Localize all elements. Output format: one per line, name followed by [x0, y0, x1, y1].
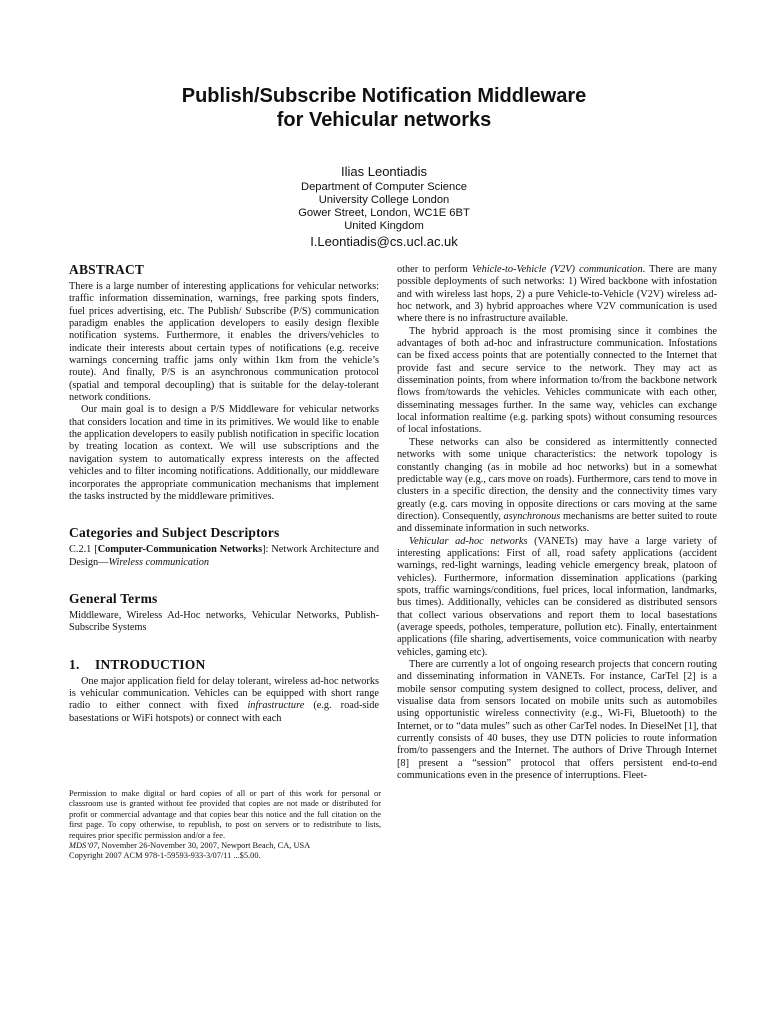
general-terms-text: Middleware, Wireless Ad-Hoc networks, Vehicular Networks, Publish-Subscribe Systems — [69, 609, 379, 634]
permission-notice: Permission to make digital or hard copies of all or part of this work for personal or classroom use is granted without fee provided that copies are not made or distributed for profit or commercial advantage and that copies bear this notice and the full citation on the first page. To copy otherwise, to republish, to post on servers or to redistribute to lists, requires prior specific permission and/or a fee. — [69, 789, 381, 840]
affiliation-university: University College London — [318, 194, 450, 206]
paper-title — [0, 84, 768, 132]
affiliation-department: Department of Computer Science — [300, 181, 468, 193]
affiliation-address: Gower Street, London, WC1E 6BT — [298, 207, 470, 219]
categories-text — [69, 544, 379, 569]
left-column — [69, 262, 379, 725]
right-p4-italic: Vehicular ad-hoc networks — [409, 535, 528, 547]
copyright-footnote — [69, 789, 381, 862]
right-paragraph-2: The hybrid approach is the most promising since it combines the advantages of both ad-hoc and infrastructure communication. Infostations can be fixed access points that are potentially connected to the Internet that provide fast and secure service to the network. They may act as dissemination points, from where information to/from the backbone network flows from/towards the vehicles. Vehicles communicate with each other, disseminating messages further. In the same way, vehicles can exchange local information realtime (e.g. parking spots) without consuming resources of local infostations. — [397, 325, 717, 436]
intro-text-b: (e.g. road-side basestations or WiFi hotspots) or connect with each — [69, 700, 379, 724]
title-line-2: for Vehicular networks — [276, 109, 492, 131]
right-p3-a: These networks can also be considered as intermittently connected networks with some unique characteristics: the network topology is constantly changing (as in mobile ad hoc networks) but in a somewhat predictable way (e.g., cars move on roads). Furthermore, cars tend to move in clusters in a specific direction, the density and the connectivity times vary greatly (e.g. cars moving in opposite directions or cars moving at the same direction). Consequently, — [397, 436, 717, 522]
abstract-paragraph-1: There is a large number of interesting applications for vehicular networks: traffic information dissemination, warnings, free parking spots finders, fuel prices advertising, etc. The Publish/ Subscribe (P/S) communication paradigm enables the application developers to easily design flexible notification systems. Furthermore, it enables the drivers/vehicles to indicate their interests about certain types of notifications (e.g. receive warnings concerning traffic jams only within 1km from the vehicle’s route). And finally, P/S is an asynchronous communication protocol (spatial and temporal decoupling) that is suitable for the delay-tolerant network conditions. — [69, 281, 379, 404]
abstract-heading: ABSTRACT — [69, 262, 145, 277]
general-terms-heading: General Terms — [69, 590, 158, 606]
intro-text-italic: infrastructure — [247, 700, 305, 712]
title-line-1: Publish/Subscribe Notification Middleware — [181, 85, 587, 107]
intro-paragraph-1 — [69, 676, 379, 725]
right-paragraph-4 — [397, 536, 717, 659]
venue-line — [69, 841, 381, 851]
right-column — [397, 264, 717, 782]
author-email: I.Leontiadis@cs.ucl.ac.uk — [310, 234, 458, 249]
right-paragraph-5: There are currently a lot of ongoing research projects that concern routing and disseminating information in VANETs. For instance, CarTel [2] is a mobile sensor computing system designed to collect, process, deliver, and visualise data from sensors located on mobile units such as automobiles using opportunistic wireless connectivity (e.g., Wi-Fi, Bluetooth) to the Internet, or to “data mules” such as other CarTel nodes. In DieselNet [1], that currently consists of 40 buses, they use DTN policies to route information from/to passengers and the Internet. The authors of Drive Through Internet [8] present a “session” protocol that offers persistent end-to-end communications even in the presence of interruptions. Fleet- — [397, 659, 717, 782]
section-number: 1. — [69, 656, 80, 672]
right-p1-a: other to perform — [397, 264, 472, 275]
introduction-heading — [69, 657, 379, 673]
author-block — [0, 164, 768, 250]
category-code: C.2.1 [ — [69, 544, 98, 556]
category-rest: ]: Network Architecture and Design— — [69, 544, 379, 568]
right-p1-b: . There are many possible deployments of such networks: 1) Wired backbone with infostation and with wireless last hops, 2) a pure Vehicle-to-Vehicle (V2V) wireless ad-hoc network, and 3) hybrid approaches where V2V communication is used where there is no infrastructure available. — [397, 264, 717, 325]
right-p1-italic: Vehicle-to-Vehicle (V2V) communication — [471, 264, 643, 275]
right-p4-b: (VANETs) may have a large variety of interesting applications: First of all, road safety applications (accident warnings, red-light warnings, leading vehicle emergency break, platoon of vehicles). Furthermore, information dissemination applications (parking spots, traffic warnings/conditions, fuel prices, local information, landmarks, bus times). Additionally, vehicles can be considered as distributed sensors that collect various observations and report them to local basestations (average speeds, potholes, temperature, pollution etc). Finally, entertainment applications (file sharing, advertisements, voice communication with nearby vehicles, gaming etc). — [397, 535, 717, 658]
affiliation-country: United Kingdom — [344, 220, 424, 232]
venue-name: MDS’07, — [69, 841, 100, 851]
right-paragraph-3 — [397, 437, 717, 536]
category-name: Computer-Communication Networks — [97, 544, 263, 556]
categories-heading: Categories and Subject Descriptors — [69, 525, 280, 541]
abstract-paragraph-2: Our main goal is to design a P/S Middleware for vehicular networks that considers location and time in its primitives. We would like to enable the application developers to easily publish notification in specific location by treating location as context. We will use subscriptions and the navigation system to automatically express interests on the affected vehicles and to filter incoming notifications. Additionally, our middleware incorporates the appropriate communication mechanisms that implement the tasks instructed by the middleware primitives. — [69, 404, 379, 502]
intro-text-a: One major application field for delay tolerant, wireless ad-hoc networks is vehicular communication. Vehicles can be equipped with short range radio to either connect with fixed — [69, 675, 379, 712]
author-name: Ilias Leontiadis — [341, 164, 427, 179]
right-p3-b: mechanisms are better suited to route and disseminate information in such networks. — [397, 510, 717, 535]
right-paragraph-1 — [397, 264, 717, 326]
right-p3-italic: asynchronous — [503, 510, 561, 522]
section-title: INTRODUCTION — [95, 656, 206, 672]
category-subject: Wireless communication — [108, 556, 210, 568]
copyright-line: Copyright 2007 ACM 978-1-59593-933-3/07/11 ...$5.00. — [69, 851, 261, 861]
venue-details: November 26-November 30, 2007, Newport Beach, CA, USA — [99, 841, 311, 851]
